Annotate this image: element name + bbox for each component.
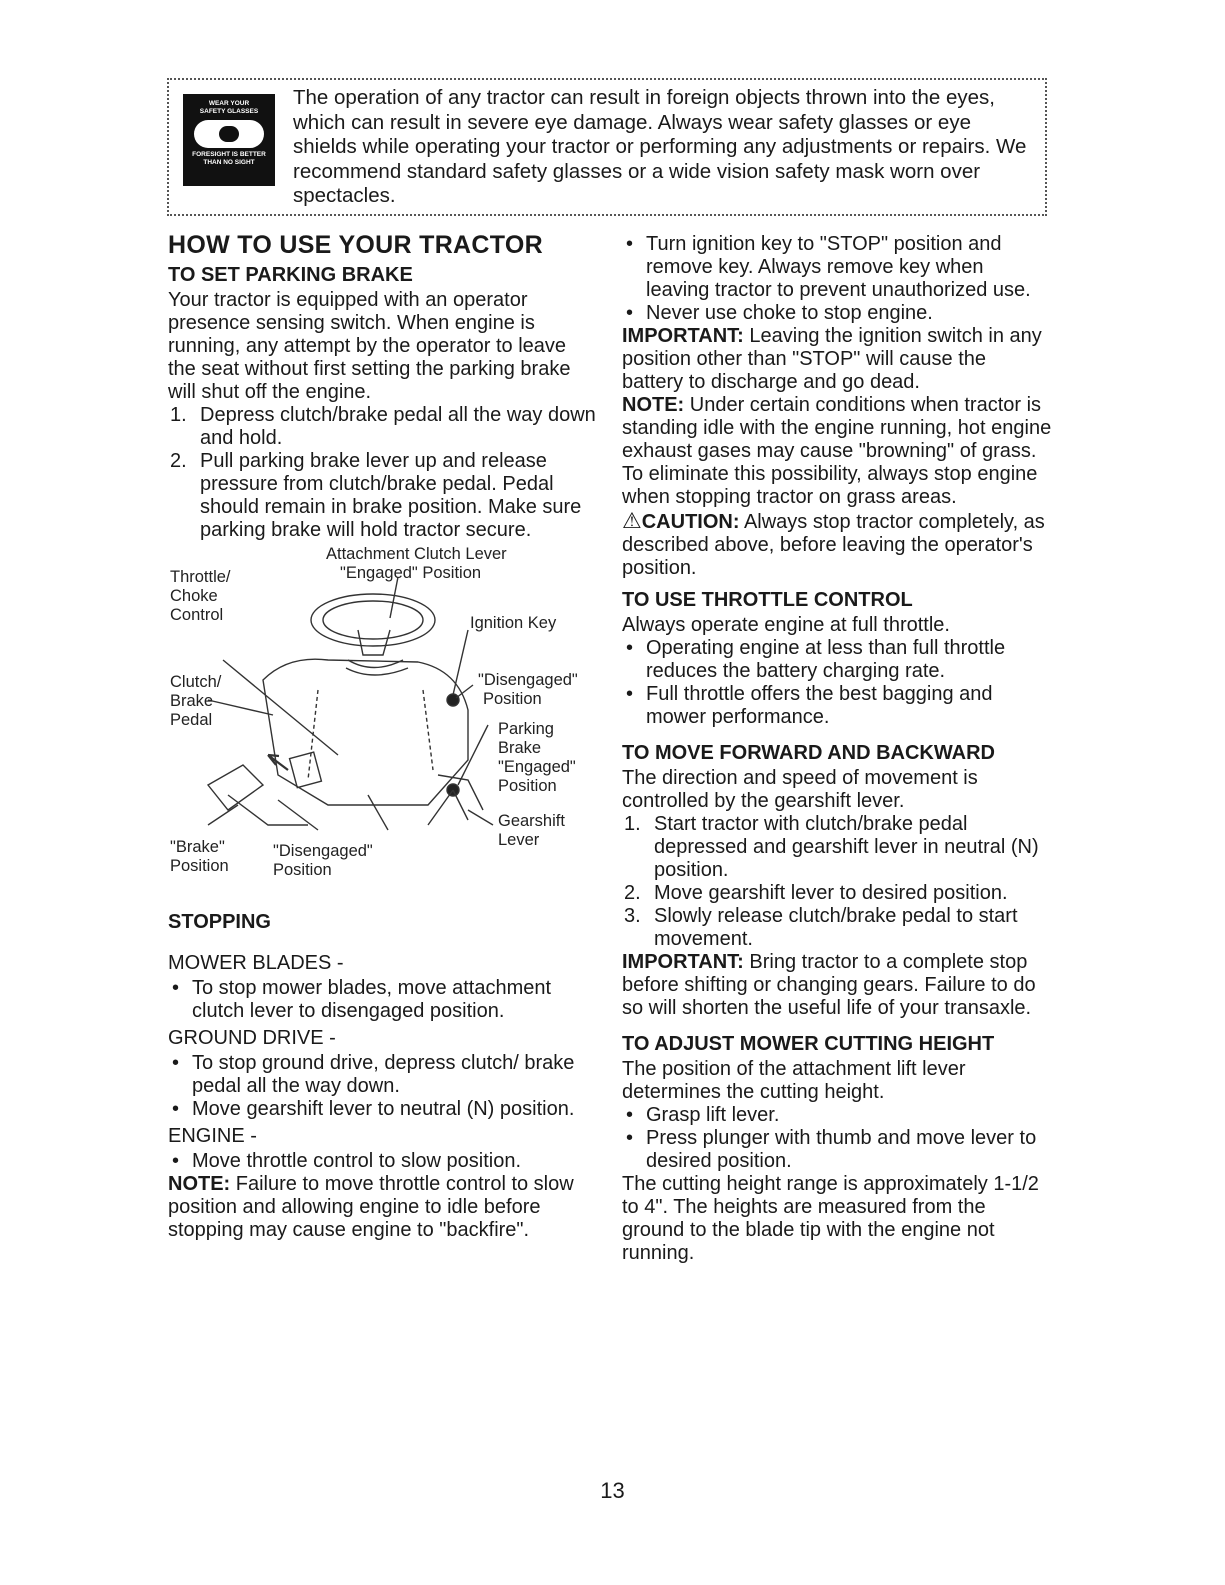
throttle-title: TO USE THROTTLE CONTROL [622, 589, 913, 611]
ground-drive-label: GROUND DRIVE - [168, 1027, 336, 1049]
tractor-controls-diagram [168, 545, 598, 879]
mower-blades-label: MOWER BLADES - [168, 952, 344, 974]
step-text: Move gearshift lever to desired position. [654, 882, 1008, 904]
step-number: 3. [624, 905, 641, 927]
important-text: Bring tractor to a complete stop before shifting or changing gears. Failure to do so will shorten the useful life of your transaxle. [622, 951, 1036, 1019]
important-text: Leaving the ignition switch in any position other than "STOP" will cause the battery to discharge and go dead. [622, 325, 1042, 393]
move-step-3 [622, 905, 1052, 951]
note-text: Under certain conditions when tractor is standing idle with the engine running, hot engine exhaust gases may cause "browning" of grass. To eliminate this possibility, always stop engine when stopping tractor on grass areas. [622, 394, 1052, 508]
important-gears [622, 951, 1052, 1020]
note-browning [622, 394, 1052, 509]
step-text: Depress clutch/brake pedal all the way down and hold. [200, 404, 596, 449]
caution-text: Always stop tractor completely, as described above, before leaving the operator's position. [622, 511, 1045, 579]
caution-triangle-icon: ⚠ [622, 508, 642, 533]
icon-line-1: WEAR YOUR [208, 100, 250, 107]
label-parking-engaged: "Engaged" [498, 758, 576, 776]
section-heading: HOW TO USE YOUR TRACTOR [168, 231, 543, 259]
label-attachment-engaged: "Engaged" Position [340, 564, 482, 582]
adjust-item-2: • Press plunger with thumb and move lever to desired position. [622, 1127, 1052, 1173]
label-position-top: Position [483, 690, 542, 708]
note-label: NOTE: [622, 394, 685, 416]
important-label: IMPORTANT: [622, 951, 744, 973]
ignition-key [447, 694, 459, 706]
stopping-note [168, 1173, 598, 1242]
step-text: Pull parking brake lever up and release pressure from clutch/brake pedal. Pedal should remain in brake position. Make sure parking brake will hold tractor secure. [200, 450, 582, 541]
ground-drive-item-1: • To stop ground drive, depress clutch/ brake pedal all the way down. [168, 1052, 598, 1098]
stop-bullet-1: • Turn ignition key to "STOP" position and remove key. Always remove key when leaving tractor to prevent unauthorized use. [622, 233, 1052, 302]
important-ignition [622, 325, 1052, 394]
right-column [622, 233, 1052, 1265]
ground-drive-item-2: • Move gearshift lever to neutral (N) position. [168, 1098, 598, 1121]
label-disengaged-top: "Disengaged" [478, 671, 578, 689]
move-step-1 [622, 813, 1052, 882]
page-number: 13 [600, 1478, 625, 1503]
dash-body [263, 659, 468, 805]
parking-step-2 [168, 450, 598, 542]
step-number: 2. [170, 450, 187, 472]
throttle-intro: Always operate engine at full throttle. [622, 614, 950, 636]
adjust-intro: The position of the attachment lift lever determines the cutting height. [622, 1058, 966, 1103]
goggle-shape [194, 120, 264, 148]
parking-brake-intro: Your tractor is equipped with an operator presence sensing switch. When engine is running, any attempt by the operator to leave the seat without first setting the parking brake will shut off the engine. [168, 289, 571, 403]
engine-label: ENGINE - [168, 1125, 257, 1147]
parking-brake-title: TO SET PARKING BRAKE [168, 264, 413, 286]
label-parking-position: Position [498, 777, 557, 795]
label-pedal: Pedal [170, 711, 213, 729]
move-intro: The direction and speed of movement is controlled by the gearshift lever. [622, 767, 978, 812]
caution-label: CAUTION: [641, 511, 740, 533]
label-choke: Choke [170, 587, 218, 605]
step-number: 1. [624, 813, 641, 835]
safety-glasses-icon [183, 94, 275, 186]
label-gearshift: Gearshift [498, 812, 565, 830]
warning-text: The operation of any tractor can result in foreign objects thrown into the eyes, which can result in severe eye damage. Always wear safety glasses or eye shields while operating your tractor or performing any adjustments or repairs. We recommend standard safety glasses or a wide vision safety mask worn over spectacles. [293, 86, 1027, 207]
label-attachment-clutch: Attachment Clutch Lever [326, 545, 507, 563]
note-text: Failure to move throttle control to slow position and allowing engine to idle before stopping may cause engine to "backfire". [168, 1173, 574, 1241]
adjust-item-1: • Grasp lift lever. [622, 1104, 1052, 1127]
stopping-title: STOPPING [168, 911, 271, 933]
icon-line-3: FORESIGHT IS BETTER [192, 151, 266, 158]
step-text: Slowly release clutch/brake pedal to start movement. [654, 905, 1018, 950]
adjust-outro: The cutting height range is approximately 1-1/2 to 4". The heights are measured from the ground to the blade tip with the engine not running. [622, 1173, 1039, 1264]
label-disengaged-bottom: "Disengaged" [273, 842, 373, 860]
caution-paragraph [622, 509, 1052, 580]
left-column [168, 230, 598, 1242]
stop-bullet-2: • Never use choke to stop engine. [622, 302, 1052, 325]
label-ignition-key: Ignition Key [470, 614, 557, 632]
step-text: Start tractor with clutch/brake pedal depressed and gearshift lever in neutral (N) position. [654, 813, 1039, 881]
label-brake: Brake [170, 692, 214, 710]
step-number: 1. [170, 404, 187, 426]
mower-blades-item: • To stop mower blades, move attachment clutch lever to disengaged position. [168, 977, 598, 1023]
steering-wheel [311, 594, 435, 646]
label-clutch: Clutch/ [170, 673, 222, 691]
note-label: NOTE: [168, 1173, 231, 1195]
icon-line-2: SAFETY GLASSES [199, 108, 259, 115]
icon-line-4: THAN NO SIGHT [203, 159, 255, 166]
engine-item: • Move throttle control to slow position. [168, 1150, 598, 1173]
move-title: TO MOVE FORWARD AND BACKWARD [622, 742, 995, 764]
label-control: Control [170, 606, 224, 624]
parking-step-1 [168, 404, 598, 450]
adjust-title: TO ADJUST MOWER CUTTING HEIGHT [622, 1033, 995, 1055]
pedal [208, 765, 263, 810]
step-number: 2. [624, 882, 641, 904]
steering-column [358, 630, 390, 655]
important-label: IMPORTANT: [622, 325, 744, 347]
throttle-item-1: • Operating engine at less than full throttle reduces the battery charging rate. [622, 637, 1052, 683]
label-throttle: Throttle/ [170, 568, 231, 586]
label-parking: Parking [498, 720, 554, 738]
throttle-item-2: • Full throttle offers the best bagging and mower performance. [622, 683, 1052, 729]
label-brake-pos2: Position [170, 857, 229, 875]
label-position-bottom: Position [273, 861, 332, 879]
label-parking-brake: Brake [498, 739, 542, 757]
safety-warning-box [167, 78, 1047, 216]
move-step-2 [622, 882, 1052, 905]
label-lever: Lever [498, 831, 540, 849]
label-brake-pos: "Brake" [170, 838, 225, 856]
